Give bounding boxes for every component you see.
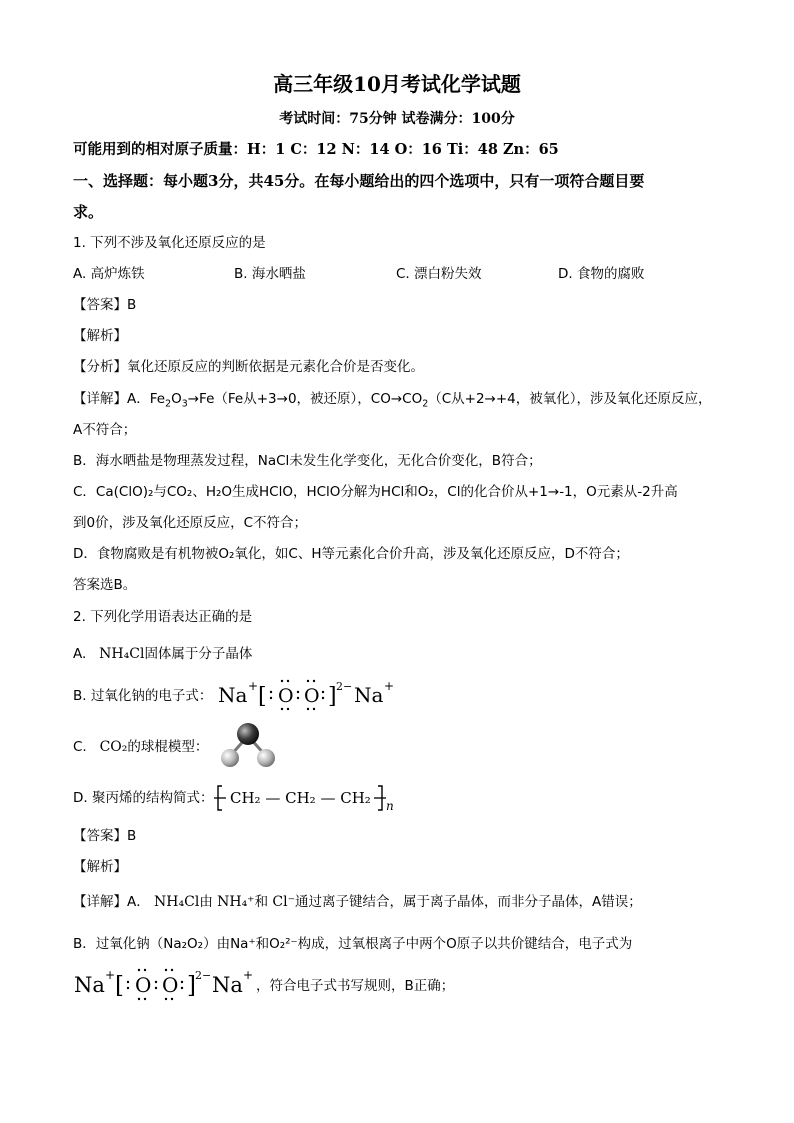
q1-option-c: C. 漂白粉失效	[396, 266, 482, 282]
svg-text:]: ]	[328, 684, 337, 709]
svg-text:O: O	[135, 973, 152, 997]
polypropylene-formula	[214, 782, 404, 820]
svg-text:+: +	[105, 968, 116, 982]
q2-analysis-label: 【解析】	[73, 859, 127, 875]
sodium-peroxide-electron-formula	[216, 678, 396, 714]
exam-info: 考试时间：75分钟 试卷满分：100分	[279, 111, 515, 127]
q2-option-c: C. CO₂的球棍模型：	[73, 739, 209, 755]
q2-stem: 2. 下列化学用语表达正确的是	[73, 609, 253, 625]
co2-ball-stick-model	[216, 720, 280, 770]
q1-analysis-label: 【解析】	[73, 328, 127, 344]
svg-text:2−: 2−	[195, 969, 212, 982]
q2-detail-a: 【详解】A． NH₄Cl由 NH₄⁺和 Cl⁻通过离子键结合，属于离子晶体，而非分子晶体，A错误；	[73, 894, 642, 910]
q1-answer: 【答案】B	[73, 297, 137, 313]
q2-detail-b-line2: ，符合电子式书写规则，B正确；	[256, 978, 455, 994]
q1-detail-b: B．海水晒盐是物理蒸发过程，NaCl未发生化学变化，无化合价变化，B符合；	[73, 453, 542, 469]
svg-text:+: +	[248, 679, 259, 693]
q1-stem: 1. 下列不涉及氧化还原反应的是	[73, 235, 266, 251]
polymer-bracket	[214, 782, 404, 814]
svg-text:Na: Na	[354, 683, 384, 707]
svg-text:[: [	[115, 973, 124, 999]
svg-text:n: n	[386, 799, 394, 813]
svg-text:[: [	[258, 684, 267, 709]
svg-text:O: O	[304, 685, 320, 707]
sodium-peroxide-electron-formula-detail	[72, 966, 254, 1004]
q1-option-d: D. 食物的腐败	[558, 266, 645, 282]
svg-text:Na: Na	[212, 973, 243, 997]
q2-option-d: D. 聚丙烯的结构简式：	[73, 790, 214, 806]
q1-detail-c-line1: C．Ca(ClO)₂与CO₂、H₂O生成HClO，HClO分解为HCl和O₂，Cl的化合价从+1→-1，O元素从-2升高	[73, 484, 678, 500]
svg-text:+: +	[243, 968, 254, 982]
svg-text:]: ]	[187, 973, 196, 999]
svg-text:Na: Na	[218, 683, 248, 707]
svg-text:O: O	[278, 685, 294, 707]
q2-option-a: A. NH₄Cl固体属于分子晶体	[73, 646, 253, 662]
q1-analysis: 【分析】氧化还原反应的判断依据是元素化合价是否变化。	[73, 359, 424, 375]
co2-formula: CO₂	[99, 739, 128, 755]
svg-text:O: O	[162, 973, 179, 997]
q1-detail-a-line1: 【详解】A．$Fe_2O_3\to Fe(Fe$从+3→0，被还原），$CO\to CO_2(C$从+2→+4，被氧化），涉及氧化还原反应，	[73, 391, 712, 410]
nh4cl-formula: NH₄Cl	[99, 646, 145, 662]
atomic-masses: 可能用到的相对原子质量：H：1 C：12 N：14 O：16 Ti：48 Zn：65	[73, 141, 559, 158]
svg-text:2−: 2−	[336, 680, 353, 693]
svg-text:CH₂ — CH₂ — CH₂: CH₂ — CH₂ — CH₂	[230, 789, 371, 807]
q1-detail-c-line2: 到0价，涉及氧化还原反应，C不符合；	[73, 515, 308, 531]
q1-option-a: A. 高炉炼铁	[73, 266, 145, 282]
q1-detail-d: D．食物腐败是有机物被O₂氧化，如C、H等元素化合价升高，涉及氧化还原反应，D不符合；	[73, 546, 629, 562]
q2-detail-b-line1: B．过氧化钠（Na₂O₂）由Na⁺和O₂²⁻构成，过氧根离子中两个O原子以共价键结合，电子式为	[73, 936, 633, 952]
q1-conclusion: 答案选B。	[73, 577, 137, 593]
svg-text:Na: Na	[74, 973, 105, 997]
svg-text:+: +	[384, 679, 395, 693]
q2-option-b: B. 过氧化钠的电子式：	[73, 688, 213, 704]
page-title: 高三年级10月考试化学试题	[273, 72, 521, 96]
q2-answer: 【答案】B	[73, 828, 137, 844]
q1-detail-a-line2: A不符合；	[73, 422, 137, 438]
section-heading-line2: 求。	[73, 203, 104, 221]
section-heading-line1: 一、选择题：每小题3分，共45分。在每小题给出的四个选项中，只有一项符合题目要	[73, 172, 645, 190]
q1-option-b: B. 海水晒盐	[234, 266, 306, 282]
